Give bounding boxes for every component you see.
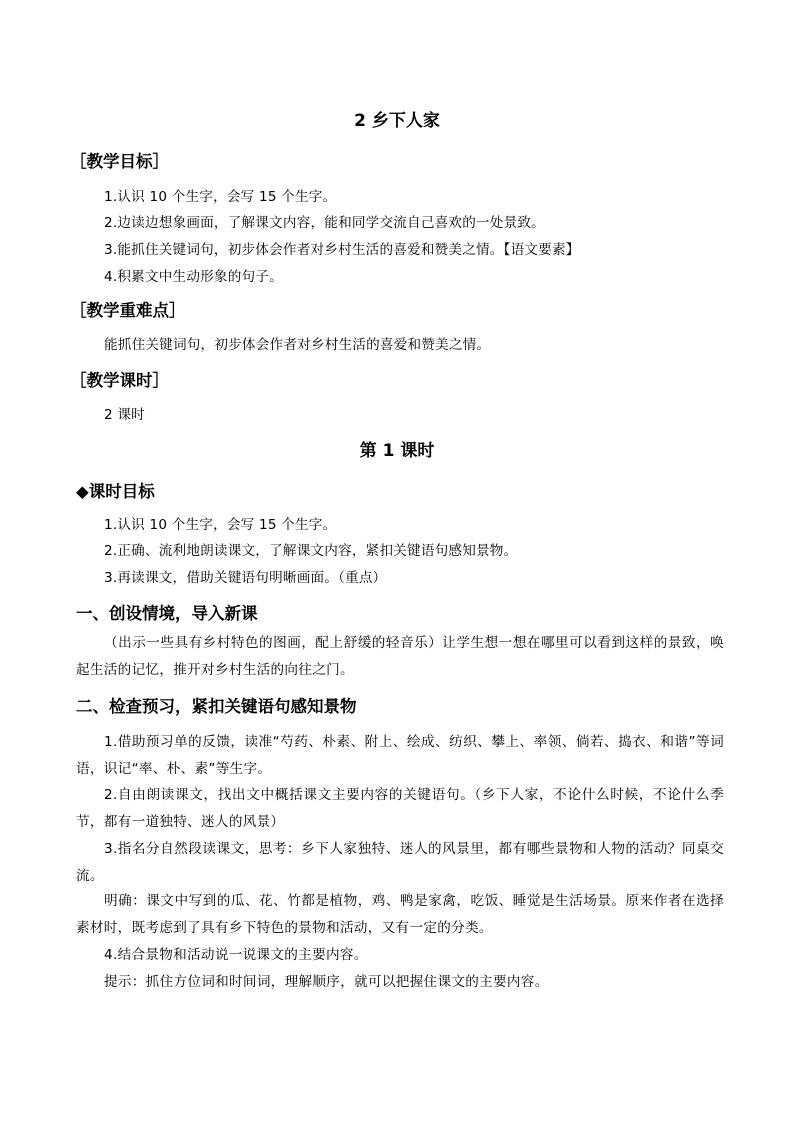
teaching-goals-heading: ［教学目标］	[70, 152, 169, 171]
teaching-goal-item: 4.积累文中生动形象的句子。	[104, 269, 283, 285]
lesson-title: 第 1 课时	[359, 441, 435, 461]
key-points-heading: ［教学重难点］	[70, 301, 186, 320]
key-points-text: 能抓住关键词句，初步体会作者对乡村生活的喜爱和赞美之情。	[104, 337, 491, 353]
section-heading: 二、检查预习，紧扣关键语句感知景物	[76, 697, 357, 716]
lesson-goals-heading: ◆课时目标	[76, 482, 155, 501]
lesson-goal-item: 3.再读课文，借助关键语句明晰画面。（重点）	[104, 570, 387, 586]
section-heading: 一、创设情境，导入新课	[76, 604, 258, 623]
class-hours-text: 2 课时	[104, 407, 145, 423]
section-paragraph: 提示：抓住方位词和时间词，理解顺序，就可以把握住课文的主要内容。	[104, 974, 549, 990]
teaching-goal-item: 1.认识 10 个生字，会写 15 个生字。	[104, 189, 337, 205]
section-paragraph: 明确：课文中写到的瓜、花、竹都是植物，鸡、鸭是家禽，吃饭、睡觉是生活场景。原来作者在选择素材时，既考虑到了具有乡下特色的景物和活动，又有一定的分类。	[76, 893, 724, 936]
section-paragraph: 1.借助预习单的反馈，读准“芍药、朴素、附上、绘成、纺织、攀上、率领、倘若、捣衣、和谐”等词语，识记“率、朴、素”等生字。	[76, 734, 724, 777]
section-paragraph: 4.结合景物和活动说一说课文的主要内容。	[104, 947, 368, 963]
section-paragraph: 2.自由朗读课文，找出文中概括课文主要内容的关键语句。（乡下人家，不论什么时候，不论什么季节，都有一道独特、迷人的风景）	[76, 787, 724, 830]
section-paragraph: （出示一些具有乡村特色的图画，配上舒缓的轻音乐）让学生想一想在哪里可以看到这样的景致，唤起生活的记忆，推开对乡村生活的向往之门。	[76, 635, 724, 678]
teaching-goal-item: 2.边读边想象画面，了解课文内容，能和同学交流自己喜欢的一处景致。	[104, 215, 545, 231]
class-hours-heading: ［教学课时］	[70, 371, 169, 390]
lesson-goal-item: 2.正确、流利地朗读课文，了解课文内容，紧扣关键语句感知景物。	[104, 543, 518, 559]
document-title: 2 乡下人家	[354, 111, 440, 131]
section-paragraph: 3.指名分自然段读课文，思考：乡下人家独特、迷人的风景里，都有哪些景物和人物的活动？同桌交流。	[76, 841, 724, 884]
teaching-goal-item: 3.能抓住关键词句，初步体会作者对乡村生活的喜爱和赞美之情。【语文要素】	[104, 242, 580, 258]
lesson-goal-item: 1.认识 10 个生字，会写 15 个生字。	[104, 517, 337, 533]
